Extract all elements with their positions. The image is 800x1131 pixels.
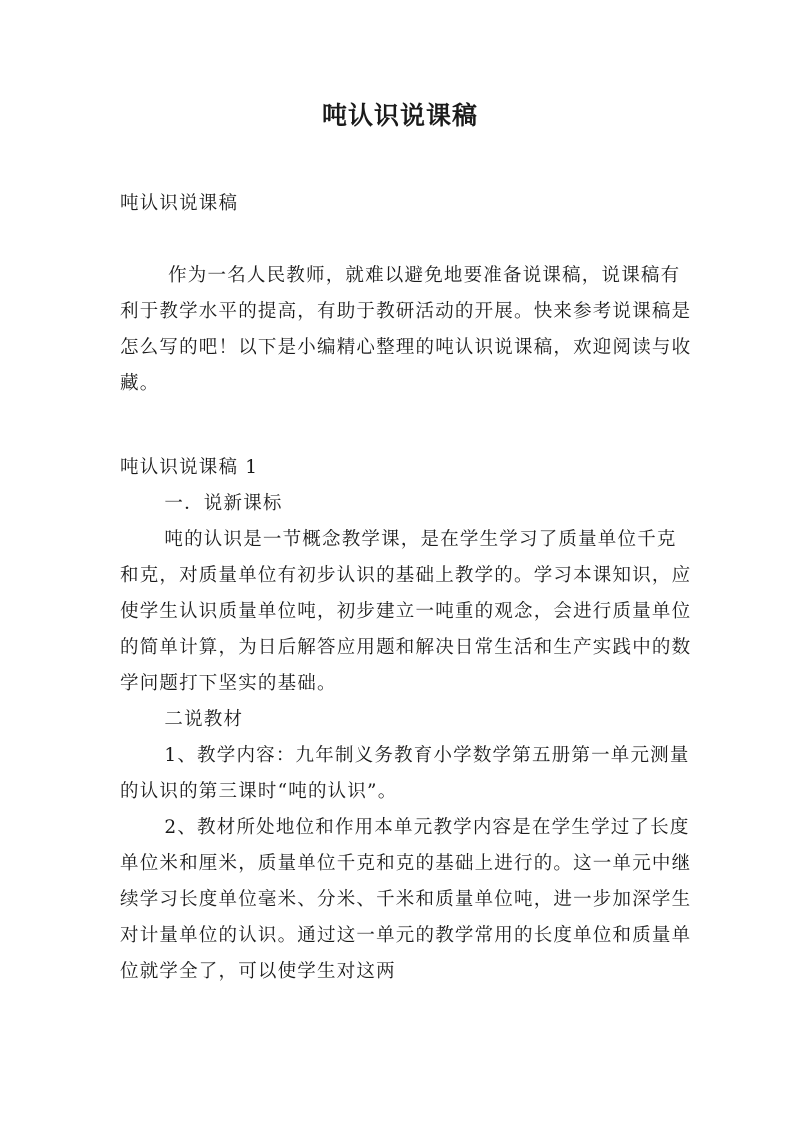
paragraph-new-standard: 吨的认识是一节概念教学课，是在学生学习了质量单位千克和克，对质量单位有初步认识的基础上教学的。学习本课知识，应使学生认识质量单位吨，初步建立一吨重的观念，会进行质量单位的简单计算，为日后解答应用题和解决日常生活和生产实践中的数学问题打下坚实的基础。 [120, 529, 692, 694]
paragraph-teaching-content: 1、教学内容：九年制义务教育小学数学第五册第一单元测量的认识的第三课时“吨的认识”。 [120, 745, 690, 802]
paragraph-textbook-role: 2、教材所处地位和作用本单元教学内容是在学生学过了长度单位米和厘米，质量单位千克和克的基础上进行的。这一单元中继续学习长度单位毫米、分米、千米和质量单位吨，进一步加深学生对计量单位的认识。通过这一单元的教学常用的长度单位和质量单位就学全了，可以使学生对这两 [120, 817, 692, 982]
document-title: 吨认识说课稿 [321, 101, 478, 130]
intro-paragraph: 作为一名人民教师，就难以避免地要准备说课稿，说课稿有利于教学水平的提高，有助于教研活动的开展。快来参考说课稿是怎么写的吧！以下是小编精心整理的吨认识说课稿，欢迎阅读与收藏。 [120, 265, 692, 394]
part-heading-textbook: 二说教材 [164, 709, 244, 730]
section-1 [120, 450, 695, 990]
part-heading-new-standard: 一．说新课标 [164, 493, 283, 514]
document-subtitle: 吨认识说课稿 [120, 193, 239, 214]
section-heading: 吨认识说课稿 1 [120, 457, 259, 478]
